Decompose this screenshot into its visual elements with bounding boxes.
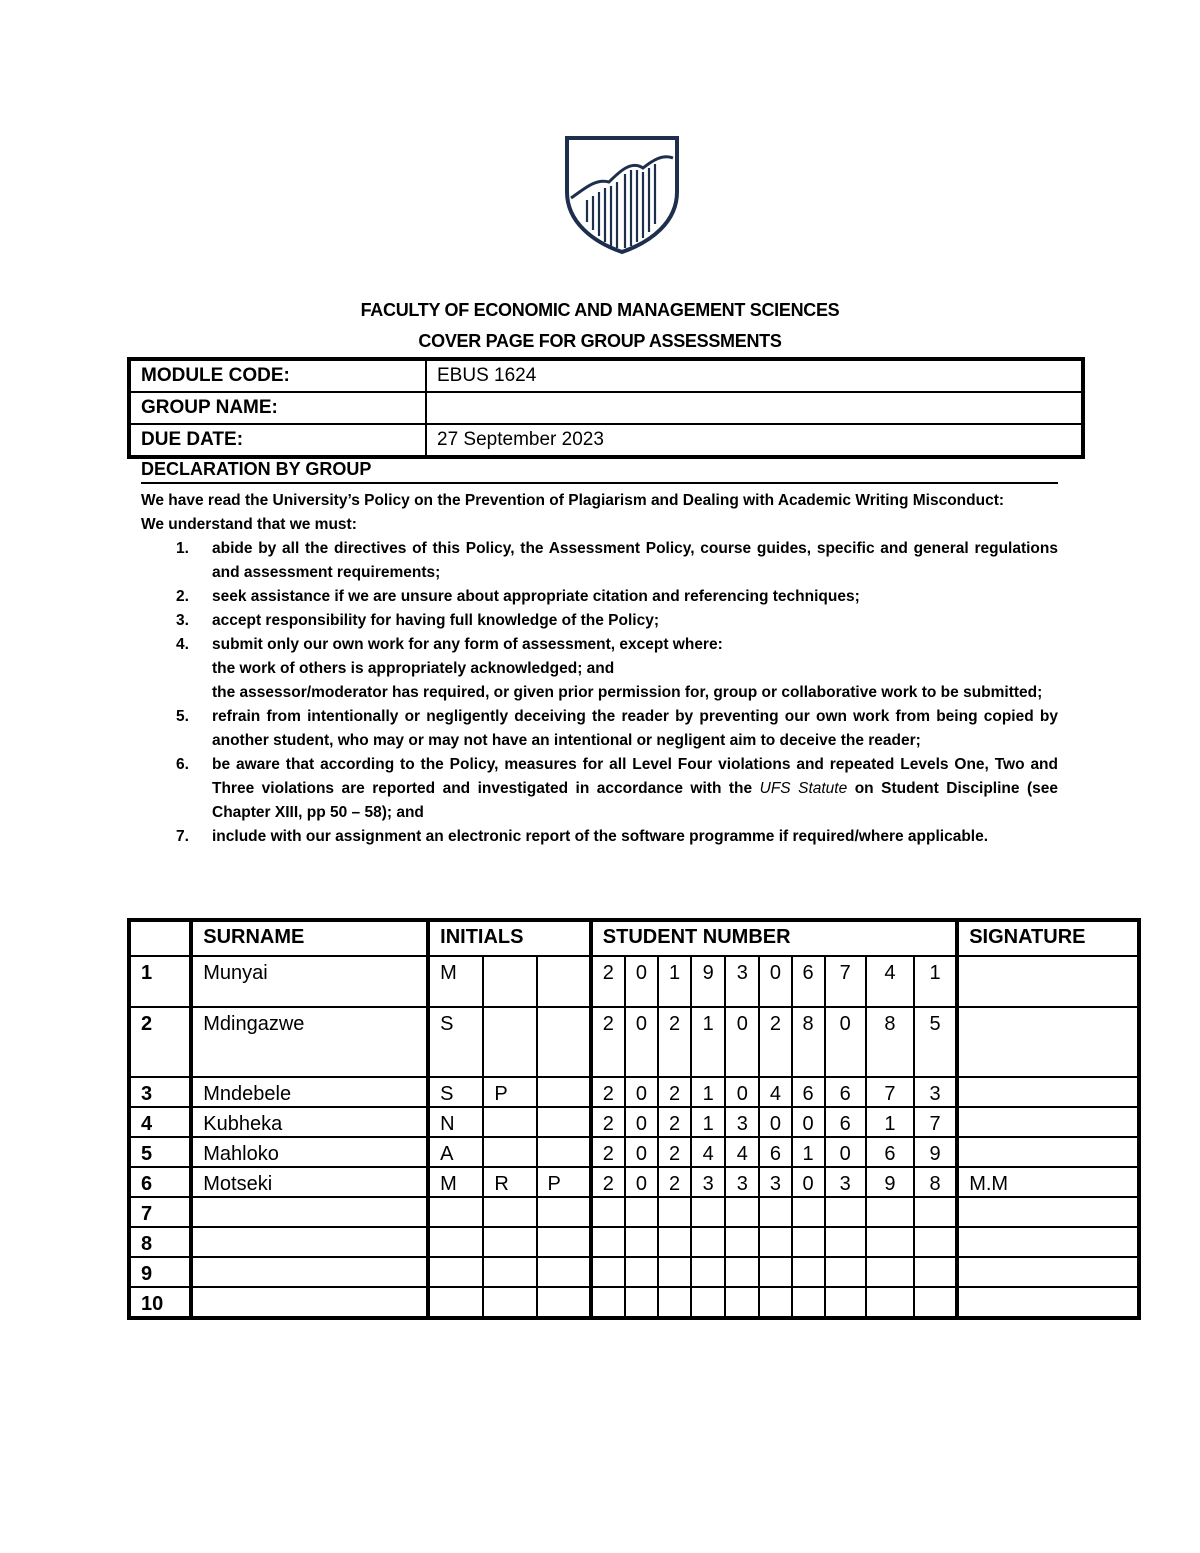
initial-cell bbox=[537, 1287, 591, 1318]
student-number-digit bbox=[759, 1287, 791, 1318]
module-code-label: MODULE CODE: bbox=[129, 359, 426, 392]
student-number-digit bbox=[625, 1257, 658, 1287]
student-number-digit: 1 bbox=[691, 1107, 725, 1137]
student-number-digit: 6 bbox=[792, 956, 825, 1007]
surname-cell: Munyai bbox=[191, 956, 428, 1007]
signature-cell bbox=[957, 956, 1139, 1007]
declaration-item bbox=[141, 825, 1058, 849]
student-number-digit: 2 bbox=[591, 1167, 625, 1197]
surname-cell: Kubheka bbox=[191, 1107, 428, 1137]
student-number-digit bbox=[914, 1257, 957, 1287]
initial-cell: M bbox=[428, 956, 483, 1007]
module-code-value: EBUS 1624 bbox=[426, 359, 1083, 392]
university-shield-logo bbox=[563, 134, 681, 256]
declaration-item bbox=[141, 705, 1058, 753]
student-number-digit: 5 bbox=[914, 1007, 957, 1077]
initial-cell bbox=[428, 1257, 483, 1287]
student-number-digit: 1 bbox=[866, 1107, 914, 1137]
initial-cell bbox=[537, 1007, 591, 1077]
due-date-row bbox=[129, 424, 1083, 457]
student-number-digit: 9 bbox=[691, 956, 725, 1007]
student-number-digit bbox=[825, 1257, 866, 1287]
student-number-digit bbox=[792, 1257, 825, 1287]
student-number-digit bbox=[591, 1227, 625, 1257]
student-number-digit: 3 bbox=[725, 1107, 759, 1137]
student-number-digit: 2 bbox=[591, 956, 625, 1007]
table-row bbox=[129, 1227, 1139, 1257]
module-code-row bbox=[129, 359, 1083, 392]
initial-cell bbox=[537, 1107, 591, 1137]
signature-cell bbox=[957, 1287, 1139, 1318]
item-text: refrain from intentionally or negligently deceiving the reader by preventing our own work from being copied by another student, who may or may not have an intentional or negligent aim to deceive the reader; bbox=[212, 708, 1058, 749]
signature-cell bbox=[957, 1007, 1139, 1077]
table-row bbox=[129, 1167, 1139, 1197]
student-number-digit bbox=[759, 1197, 791, 1227]
student-number-digit bbox=[914, 1287, 957, 1318]
group-name-value bbox=[426, 392, 1083, 424]
declaration-item bbox=[141, 537, 1058, 585]
student-number-digit: 0 bbox=[759, 1107, 791, 1137]
table-header-row bbox=[129, 920, 1139, 956]
student-number-digit: 7 bbox=[914, 1107, 957, 1137]
student-number-digit: 4 bbox=[866, 956, 914, 1007]
initial-cell: S bbox=[428, 1007, 483, 1077]
surname-cell bbox=[191, 1287, 428, 1318]
student-number-digit: 2 bbox=[591, 1137, 625, 1167]
group-name-row bbox=[129, 392, 1083, 424]
student-number-digit bbox=[866, 1287, 914, 1318]
table-row bbox=[129, 1137, 1139, 1167]
item-text: accept responsibility for having full knowledge of the Policy; bbox=[212, 612, 659, 629]
item-text: include with our assignment an electronic report of the software programme if required/where applicable. bbox=[212, 828, 989, 845]
student-number-digit bbox=[591, 1287, 625, 1318]
declaration-item bbox=[141, 609, 1058, 633]
row-number: 7 bbox=[129, 1197, 191, 1227]
student-number-digit bbox=[792, 1287, 825, 1318]
surname-cell bbox=[191, 1197, 428, 1227]
student-number-digit: 1 bbox=[792, 1137, 825, 1167]
row-number: 6 bbox=[129, 1167, 191, 1197]
student-number-digit: 2 bbox=[591, 1077, 625, 1107]
initial-cell: M bbox=[428, 1167, 483, 1197]
header-surname: SURNAME bbox=[191, 920, 428, 956]
student-number-digit: 1 bbox=[691, 1007, 725, 1077]
student-number-digit: 0 bbox=[625, 1077, 658, 1107]
initial-cell: P bbox=[483, 1077, 536, 1107]
initial-cell bbox=[537, 1197, 591, 1227]
student-number-digit bbox=[625, 1287, 658, 1318]
student-number-digit: 2 bbox=[658, 1077, 691, 1107]
declaration-intro: We have read the University’s Policy on the Prevention of Plagiarism and Dealing with Academic Writing Misconduct: bbox=[141, 492, 1005, 509]
student-number-digit: 2 bbox=[591, 1107, 625, 1137]
initial-cell bbox=[483, 1287, 536, 1318]
initial-cell bbox=[537, 1077, 591, 1107]
student-number-digit: 2 bbox=[591, 1007, 625, 1077]
student-number-digit bbox=[625, 1227, 658, 1257]
item-text: be aware that according to the Policy, measures for all Level Four violations and repeated Levels One, Two and Three violations are reported and investigated in accordance with the bbox=[212, 756, 1058, 797]
student-number-digit bbox=[759, 1227, 791, 1257]
student-number-digit bbox=[792, 1197, 825, 1227]
declaration-body bbox=[141, 489, 1058, 849]
student-number-digit bbox=[658, 1227, 691, 1257]
student-number-digit bbox=[658, 1287, 691, 1318]
signature-cell bbox=[957, 1227, 1139, 1257]
student-number-digit: 8 bbox=[866, 1007, 914, 1077]
student-number-digit: 3 bbox=[725, 1167, 759, 1197]
student-number-digit: 0 bbox=[792, 1107, 825, 1137]
students-table bbox=[127, 918, 1141, 1320]
header-student-number: STUDENT NUMBER bbox=[591, 920, 957, 956]
student-number-digit: 6 bbox=[825, 1077, 866, 1107]
group-name-label: GROUP NAME: bbox=[129, 392, 426, 424]
surname-cell: Mahloko bbox=[191, 1137, 428, 1167]
student-number-digit bbox=[792, 1227, 825, 1257]
student-number-digit: 4 bbox=[725, 1137, 759, 1167]
student-number-digit: 3 bbox=[725, 956, 759, 1007]
student-number-digit bbox=[725, 1227, 759, 1257]
student-number-digit: 0 bbox=[625, 1137, 658, 1167]
initial-cell: N bbox=[428, 1107, 483, 1137]
table-row bbox=[129, 956, 1139, 1007]
row-number: 3 bbox=[129, 1077, 191, 1107]
student-number-digit: 0 bbox=[625, 1007, 658, 1077]
surname-cell: Mndebele bbox=[191, 1077, 428, 1107]
student-number-digit: 0 bbox=[625, 1107, 658, 1137]
initial-cell bbox=[537, 1257, 591, 1287]
student-number-digit bbox=[691, 1197, 725, 1227]
item-number: 1. bbox=[176, 540, 189, 557]
table-row bbox=[129, 1077, 1139, 1107]
due-date-value: 27 September 2023 bbox=[426, 424, 1083, 457]
item-text: seek assistance if we are unsure about appropriate citation and referencing techniques; bbox=[212, 588, 860, 605]
table-row bbox=[129, 1107, 1139, 1137]
declaration-item bbox=[141, 633, 1058, 705]
student-number-digit bbox=[691, 1257, 725, 1287]
item-number: 3. bbox=[176, 612, 189, 629]
initial-cell bbox=[483, 1227, 536, 1257]
initial-cell: R bbox=[483, 1167, 536, 1197]
student-number-digit bbox=[691, 1227, 725, 1257]
student-number-digit: 7 bbox=[866, 1077, 914, 1107]
module-info-table bbox=[127, 357, 1085, 459]
signature-cell bbox=[957, 1107, 1139, 1137]
student-number-digit: 6 bbox=[825, 1107, 866, 1137]
signature-cell bbox=[957, 1137, 1139, 1167]
student-number-digit bbox=[866, 1197, 914, 1227]
student-number-digit bbox=[914, 1197, 957, 1227]
signature-cell bbox=[957, 1257, 1139, 1287]
signature-cell bbox=[957, 1197, 1139, 1227]
student-number-digit: 0 bbox=[825, 1137, 866, 1167]
student-number-digit: 2 bbox=[759, 1007, 791, 1077]
item-subclause: the assessor/moderator has required, or given prior permission for, group or collaborative work to be submitted; bbox=[212, 684, 1043, 701]
table-row bbox=[129, 1197, 1139, 1227]
student-number-digit: 4 bbox=[691, 1137, 725, 1167]
student-number-digit bbox=[625, 1197, 658, 1227]
initial-cell bbox=[483, 1257, 536, 1287]
student-number-digit bbox=[914, 1227, 957, 1257]
initial-cell bbox=[428, 1227, 483, 1257]
student-number-digit: 0 bbox=[625, 1167, 658, 1197]
row-number: 2 bbox=[129, 1007, 191, 1077]
student-number-digit: 6 bbox=[759, 1137, 791, 1167]
student-number-digit: 2 bbox=[658, 1167, 691, 1197]
student-number-digit: 9 bbox=[866, 1167, 914, 1197]
faculty-heading: FACULTY OF ECONOMIC AND MANAGEMENT SCIENCES bbox=[360, 300, 840, 320]
declaration-list bbox=[141, 537, 1058, 849]
student-number-digit: 0 bbox=[725, 1077, 759, 1107]
header-number-cell bbox=[129, 920, 191, 956]
initial-cell bbox=[483, 1107, 536, 1137]
student-number-digit: 2 bbox=[658, 1107, 691, 1137]
table-row bbox=[129, 1257, 1139, 1287]
student-number-digit: 3 bbox=[691, 1167, 725, 1197]
statute-reference: UFS Statute bbox=[759, 780, 848, 797]
signature-cell bbox=[957, 1077, 1139, 1107]
student-number-digit bbox=[825, 1287, 866, 1318]
student-number-digit: 6 bbox=[866, 1137, 914, 1167]
row-number: 8 bbox=[129, 1227, 191, 1257]
student-number-digit: 2 bbox=[658, 1007, 691, 1077]
due-date-label: DUE DATE: bbox=[129, 424, 426, 457]
student-number-digit: 0 bbox=[825, 1007, 866, 1077]
student-number-digit: 1 bbox=[658, 956, 691, 1007]
student-number-digit bbox=[759, 1257, 791, 1287]
student-number-digit bbox=[691, 1287, 725, 1318]
declaration-title: DECLARATION BY GROUP bbox=[141, 458, 1058, 484]
item-number: 2. bbox=[176, 588, 189, 605]
student-number-digit bbox=[591, 1257, 625, 1287]
student-number-digit: 1 bbox=[914, 956, 957, 1007]
student-number-digit bbox=[591, 1197, 625, 1227]
initial-cell bbox=[428, 1197, 483, 1227]
surname-cell: Motseki bbox=[191, 1167, 428, 1197]
student-number-digit bbox=[825, 1227, 866, 1257]
student-number-digit: 0 bbox=[792, 1167, 825, 1197]
student-number-digit: 8 bbox=[914, 1167, 957, 1197]
initial-cell bbox=[483, 956, 536, 1007]
signature-cell: M.M bbox=[957, 1167, 1139, 1197]
table-row bbox=[129, 1287, 1139, 1318]
student-number-digit bbox=[658, 1197, 691, 1227]
row-number: 4 bbox=[129, 1107, 191, 1137]
student-number-digit bbox=[866, 1227, 914, 1257]
surname-cell: Mdingazwe bbox=[191, 1007, 428, 1077]
surname-cell bbox=[191, 1227, 428, 1257]
initial-cell bbox=[483, 1197, 536, 1227]
surname-cell bbox=[191, 1257, 428, 1287]
header-signature: SIGNATURE bbox=[957, 920, 1139, 956]
item-text: abide by all the directives of this Policy, the Assessment Policy, course guides, specific and general regulations and assessment requirements; bbox=[212, 540, 1058, 581]
initial-cell: A bbox=[428, 1137, 483, 1167]
header-initials: INITIALS bbox=[428, 920, 591, 956]
item-text: submit only our own work for any form of assessment, except where: bbox=[212, 636, 723, 653]
item-number: 4. bbox=[176, 636, 189, 653]
initial-cell bbox=[537, 956, 591, 1007]
declaration-item bbox=[141, 753, 1058, 825]
student-number-digit: 3 bbox=[825, 1167, 866, 1197]
row-number: 9 bbox=[129, 1257, 191, 1287]
student-number-digit: 9 bbox=[914, 1137, 957, 1167]
student-number-digit: 7 bbox=[825, 956, 866, 1007]
student-number-digit: 0 bbox=[625, 956, 658, 1007]
initial-cell: S bbox=[428, 1077, 483, 1107]
initial-cell bbox=[537, 1137, 591, 1167]
student-number-digit bbox=[658, 1257, 691, 1287]
row-number: 5 bbox=[129, 1137, 191, 1167]
item-subclause: the work of others is appropriately acknowledged; and bbox=[212, 660, 615, 677]
initial-cell bbox=[537, 1227, 591, 1257]
item-number: 7. bbox=[176, 828, 189, 845]
row-number: 1 bbox=[129, 956, 191, 1007]
item-number: 6. bbox=[176, 756, 189, 773]
initial-cell bbox=[483, 1007, 536, 1077]
student-number-digit bbox=[725, 1257, 759, 1287]
declaration-lead: We understand that we must: bbox=[141, 516, 357, 533]
declaration-item bbox=[141, 585, 1058, 609]
student-number-digit: 3 bbox=[759, 1167, 791, 1197]
student-number-digit bbox=[725, 1197, 759, 1227]
student-number-digit: 2 bbox=[658, 1137, 691, 1167]
item-number: 5. bbox=[176, 708, 189, 725]
student-number-digit: 3 bbox=[914, 1077, 957, 1107]
student-number-digit: 0 bbox=[759, 956, 791, 1007]
table-row bbox=[129, 1007, 1139, 1077]
student-number-digit bbox=[825, 1197, 866, 1227]
student-number-digit bbox=[866, 1257, 914, 1287]
row-number: 10 bbox=[129, 1287, 191, 1318]
student-number-digit: 4 bbox=[759, 1077, 791, 1107]
student-number-digit: 0 bbox=[725, 1007, 759, 1077]
item-text: on Student Discipline (see Chapter XIII, pp 50 – 58); and bbox=[212, 780, 1058, 821]
initial-cell: P bbox=[537, 1167, 591, 1197]
cover-page-title: COVER PAGE FOR GROUP ASSESSMENTS bbox=[418, 331, 782, 351]
student-number-digit: 6 bbox=[792, 1077, 825, 1107]
student-number-digit: 8 bbox=[792, 1007, 825, 1077]
students-table-body bbox=[129, 920, 1139, 1318]
initial-cell bbox=[483, 1137, 536, 1167]
student-number-digit: 1 bbox=[691, 1077, 725, 1107]
student-number-digit bbox=[725, 1287, 759, 1318]
initial-cell bbox=[428, 1287, 483, 1318]
